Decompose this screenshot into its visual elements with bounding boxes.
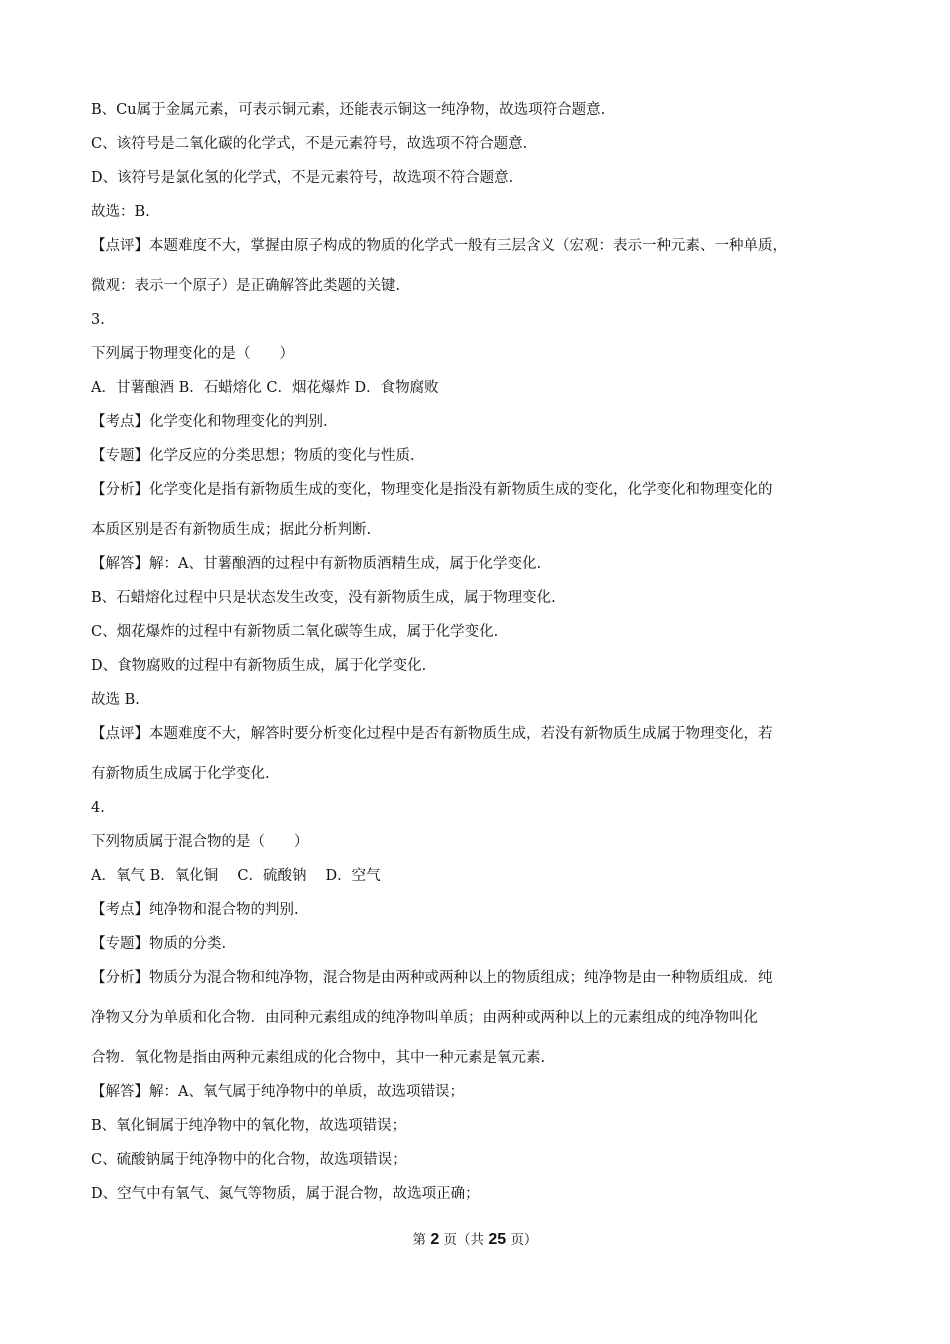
analysis-line: 净物又分为单质和化合物．由同种元素组成的纯净物叫单质；由两种或两种以上的元素组成的纯净物叫化 xyxy=(91,1010,758,1026)
text-line: 故选：B. xyxy=(91,204,150,220)
answer-line: 【解答】解：A、甘薯酿酒的过程中有新物质酒精生成，属于化学变化. xyxy=(91,556,542,572)
page-body xyxy=(91,100,866,1218)
text-line: D、该符号是氯化氢的化学式，不是元素符号，故选项不符合题意. xyxy=(91,170,514,186)
answer-line: 【解答】解：A、氧气属于纯净物中的单质，故选项错误； xyxy=(91,1084,464,1100)
comment-line: 微观：表示一个原子）是正确解答此类题的关键. xyxy=(91,278,401,294)
current-page-number: 2 xyxy=(430,1231,440,1248)
topic-line: 【专题】化学反应的分类思想；物质的变化与性质. xyxy=(91,448,415,464)
question-number: 4. xyxy=(91,800,105,816)
answer-line: D、空气中有氧气、氮气等物质，属于混合物，故选项正确； xyxy=(91,1186,480,1202)
question-number: 3. xyxy=(91,312,105,328)
question-options: A．氧气 B．氧化铜 C．硫酸钠 D．空气 xyxy=(91,868,381,884)
answer-choice: 故选 B. xyxy=(91,692,140,708)
text-line: B、Cu属于金属元素，可表示铜元素，还能表示铜这一纯净物，故选项符合题意. xyxy=(91,102,606,118)
page-footer xyxy=(0,1230,950,1250)
analysis-line: 【分析】化学变化是指有新物质生成的变化，物理变化是指没有新物质生成的变化，化学变化和物理变化的 xyxy=(91,482,773,498)
answer-line: B、氧化铜属于纯净物中的氧化物，故选项错误； xyxy=(91,1118,407,1134)
knowledge-point: 【考点】纯净物和混合物的判别. xyxy=(91,902,299,918)
comment-line: 【点评】本题难度不大，掌握由原子构成的物质的化学式一般有三层含义（宏观：表示一种元素、一种单质， xyxy=(91,238,787,254)
footer-middle: 页（共 xyxy=(443,1232,485,1248)
answer-line: C、烟花爆炸的过程中有新物质二氧化碳等生成，属于化学变化. xyxy=(91,624,499,640)
footer-suffix: 页） xyxy=(510,1232,538,1248)
answer-line: C、硫酸钠属于纯净物中的化合物，故选项错误； xyxy=(91,1152,407,1168)
text-line: C、该符号是二氧化碳的化学式，不是元素符号，故选项不符合题意. xyxy=(91,136,528,152)
knowledge-point: 【考点】化学变化和物理变化的判别. xyxy=(91,414,328,430)
footer-prefix: 第 xyxy=(412,1232,427,1248)
question-options: A．甘薯酿酒 B．石蜡熔化 C．烟花爆炸 D．食物腐败 xyxy=(91,380,439,396)
comment-line: 有新物质生成属于化学变化. xyxy=(91,766,270,782)
analysis-line: 本质区别是否有新物质生成；据此分析判断. xyxy=(91,522,372,538)
answer-line: D、食物腐败的过程中有新物质生成，属于化学变化. xyxy=(91,658,427,674)
analysis-line: 【分析】物质分为混合物和纯净物，混合物是由两种或两种以上的物质组成；纯净物是由一种物质组成．纯 xyxy=(91,970,773,986)
question-stem: 下列属于物理变化的是（ ） xyxy=(91,346,294,362)
comment-line: 【点评】本题难度不大，解答时要分析变化过程中是否有新物质生成，若没有新物质生成属于物理变化，若 xyxy=(91,726,773,742)
analysis-line: 合物．氧化物是指由两种元素组成的化合物中，其中一种元素是氧元素. xyxy=(91,1050,546,1066)
question-stem: 下列物质属于混合物的是（ ） xyxy=(91,834,309,850)
topic-line: 【专题】物质的分类. xyxy=(91,936,227,952)
total-page-count: 25 xyxy=(488,1231,507,1248)
answer-line: B、石蜡熔化过程中只是状态发生改变，没有新物质生成，属于物理变化. xyxy=(91,590,556,606)
